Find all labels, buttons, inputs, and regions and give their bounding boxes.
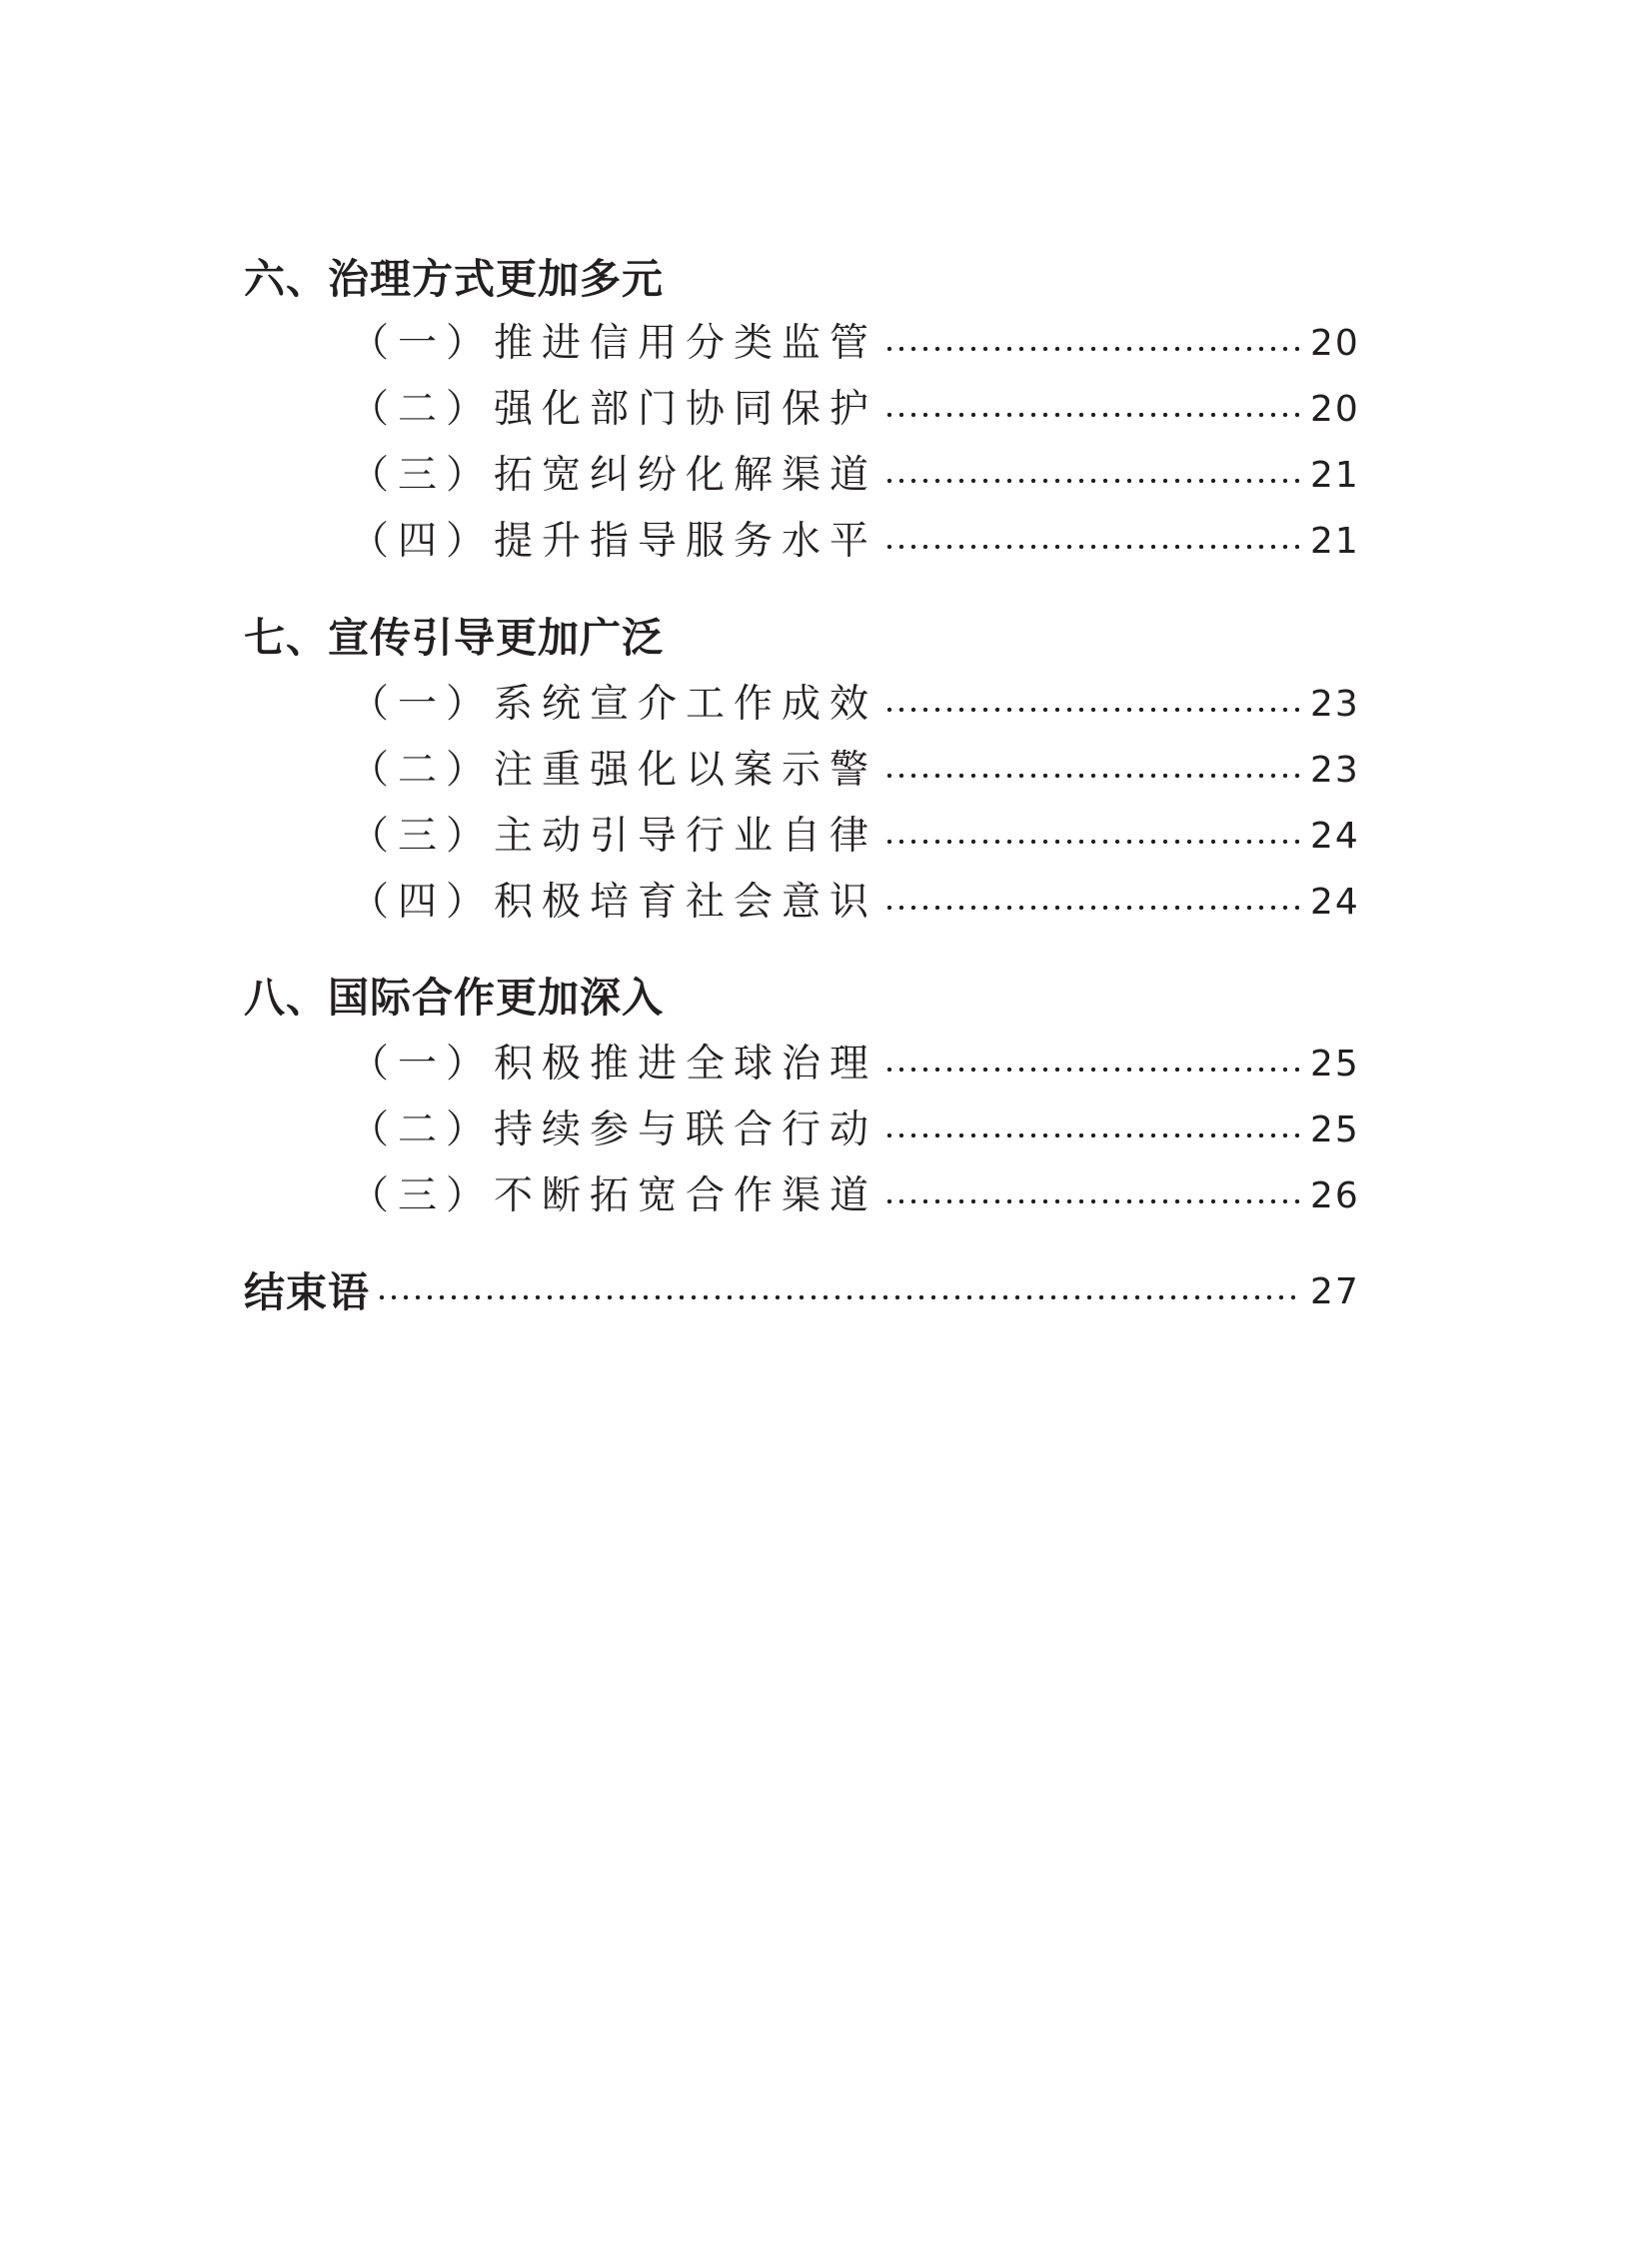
dot-leader xyxy=(883,1132,1300,1138)
toc-page-number: 24 xyxy=(1310,882,1360,923)
toc-entry-label: （二）强化部门协同保护 xyxy=(350,387,878,432)
toc-page-number: 21 xyxy=(1310,521,1360,562)
toc-page-number: 24 xyxy=(1310,816,1360,857)
toc-page-number: 27 xyxy=(1310,1271,1360,1312)
dot-leader xyxy=(883,1198,1300,1204)
section-heading: 六、治理方式更加多元 xyxy=(244,255,664,303)
toc-entry[interactable] xyxy=(350,680,1360,730)
dot-leader xyxy=(376,1294,1300,1300)
dot-leader xyxy=(883,346,1300,352)
toc-entry[interactable] xyxy=(350,878,1360,928)
toc-entry[interactable] xyxy=(350,1040,1360,1090)
toc-entry-label: （一）积极推进全球治理 xyxy=(350,1042,878,1087)
dot-leader xyxy=(883,773,1300,779)
dot-leader xyxy=(883,905,1300,911)
toc-page-number: 25 xyxy=(1310,1044,1360,1085)
dot-leader xyxy=(883,478,1300,484)
dot-leader xyxy=(883,412,1300,418)
toc-entry-label: 结束语 xyxy=(244,1268,370,1316)
toc-entry[interactable] xyxy=(350,451,1360,501)
toc-entry[interactable] xyxy=(350,319,1360,369)
toc-page-number: 26 xyxy=(1310,1175,1360,1216)
section-heading: 八、国际合作更加深入 xyxy=(244,974,664,1022)
toc-page-number: 20 xyxy=(1310,389,1360,430)
toc-page-number: 23 xyxy=(1310,684,1360,725)
toc-entry-label: （四）积极培育社会意识 xyxy=(350,880,878,925)
toc-entry[interactable] xyxy=(350,517,1360,567)
toc-page-number: 23 xyxy=(1310,750,1360,791)
toc-page-number: 21 xyxy=(1310,455,1360,496)
dot-leader xyxy=(883,707,1300,713)
section-heading: 七、宣传引导更加广泛 xyxy=(244,614,664,662)
toc-entry-label: （一）推进信用分类监管 xyxy=(350,321,878,366)
toc-entry-label: （三）不断拓宽合作渠道 xyxy=(350,1173,878,1218)
toc-entry-label: （一）系统宣介工作成效 xyxy=(350,682,878,727)
toc-entry[interactable] xyxy=(350,1171,1360,1221)
toc-page-number: 25 xyxy=(1310,1110,1360,1150)
dot-leader xyxy=(883,544,1300,550)
toc-entry-label: （二）持续参与联合行动 xyxy=(350,1108,878,1152)
dot-leader xyxy=(883,1067,1300,1073)
toc-entry-label: （二）注重强化以案示警 xyxy=(350,748,878,793)
toc-entry[interactable] xyxy=(350,746,1360,796)
toc-entry-label: （三）拓宽纠纷化解渠道 xyxy=(350,453,878,498)
toc-entry[interactable] xyxy=(350,812,1360,862)
toc-entry-label: （四）提升指导服务水平 xyxy=(350,519,878,564)
toc-entry-label: （三）主动引导行业自律 xyxy=(350,814,878,859)
toc-entry[interactable] xyxy=(350,1106,1360,1155)
dot-leader xyxy=(883,839,1300,845)
toc-page-number: 20 xyxy=(1310,323,1360,364)
toc-entry[interactable] xyxy=(350,385,1360,435)
toc-entry-closing[interactable] xyxy=(244,1267,1360,1317)
